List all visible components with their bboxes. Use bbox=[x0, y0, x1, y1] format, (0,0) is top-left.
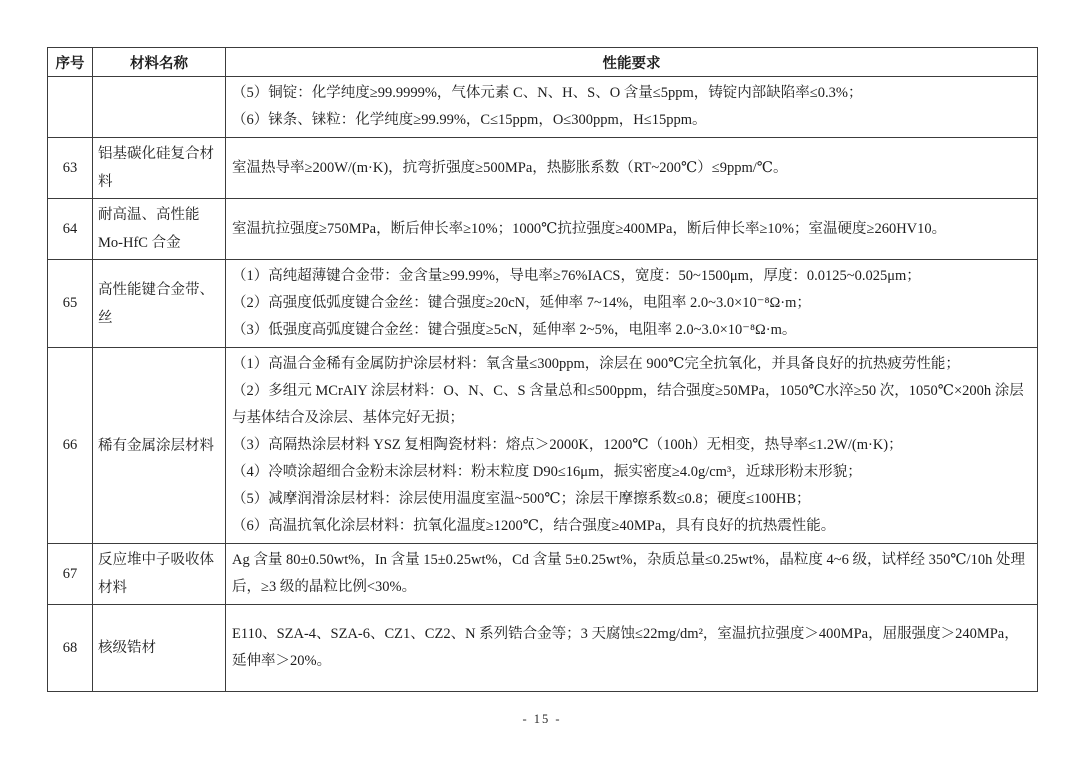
requirement-line: （5）铜锭：化学纯度≥99.9999%，气体元素 C、N、H、S、O 含量≤5ppm，铸锭内部缺陷率≤0.3%； bbox=[232, 85, 863, 101]
requirements-cell bbox=[226, 138, 1038, 199]
requirement-line: （3）低强度高弧度键合金丝：键合强度≥5cN，延伸率 2~5%，电阻率 2.0~3.0×10⁻⁸Ω·m。 bbox=[232, 322, 797, 338]
table-row-68 bbox=[48, 605, 1038, 692]
requirements-cell bbox=[226, 260, 1038, 348]
row-index: 68 bbox=[48, 605, 93, 692]
row-index: 65 bbox=[48, 260, 93, 348]
requirement-line: （2）高强度低弧度键合金丝：键合强度≥20cN，延伸率 7~14%，电阻率 2.0~3.0×10⁻⁸Ω·m； bbox=[232, 295, 811, 311]
header-index: 序号 bbox=[48, 48, 93, 77]
table-row-64 bbox=[48, 199, 1038, 260]
requirement-line: E110、SZA-4、SZA-6、CZ1、CZ2、N 系列锆合金等；3 天腐蚀≤22mg/dm²，室温抗拉强度＞400MPa，屈服强度＞240MPa，延伸率＞20%。 bbox=[232, 626, 1019, 669]
material-name: 高性能键合金带、丝 bbox=[93, 260, 226, 348]
requirement-line: （4）冷喷涂超细合金粉末涂层材料：粉末粒度 D90≤16μm，振实密度≥4.0g/cm³，近球形粉末形貌； bbox=[232, 464, 862, 480]
table-row-63 bbox=[48, 138, 1038, 199]
material-name: 耐高温、高性能 Mo-HfC 合金 bbox=[93, 199, 226, 260]
table-header-row bbox=[48, 48, 1038, 77]
table-row-67 bbox=[48, 544, 1038, 605]
materials-spec-table bbox=[47, 47, 1038, 692]
table-row-continuation bbox=[48, 77, 1038, 138]
requirement-line: （2）多组元 MCrAlY 涂层材料：O、N、C、S 含量总和≤500ppm，结合强度≥50MPa，1050℃水淬≥50 次，1050℃×200h 涂层与基体结合及涂层、基体完好无损； bbox=[232, 383, 1024, 426]
requirement-line: 室温热导率≥200W/(m·K)，抗弯折强度≥500MPa，热膨胀系数（RT~200℃）≤9ppm/℃。 bbox=[232, 159, 788, 176]
material-name: 稀有金属涂层材料 bbox=[93, 348, 226, 544]
requirement-line: 室温抗拉强度≥750MPa，断后伸长率≥10%；1000℃抗拉强度≥400MPa，断后伸长率≥10%；室温硬度≥260HV10。 bbox=[232, 220, 947, 237]
row-index: 66 bbox=[48, 348, 93, 544]
row-index: 67 bbox=[48, 544, 93, 605]
requirement-line: （1）高纯超薄键合金带：金含量≥99.99%，导电率≥76%IACS，宽度：50~1500μm，厚度：0.0125~0.025μm； bbox=[232, 268, 921, 284]
header-material-name: 材料名称 bbox=[93, 48, 226, 77]
requirement-line: （6）高温抗氧化涂层材料：抗氧化温度≥1200℃，结合强度≥40MPa，具有良好的抗热震性能。 bbox=[232, 518, 836, 534]
material-name: 核级锆材 bbox=[93, 605, 226, 692]
table-row-65 bbox=[48, 260, 1038, 348]
requirements-cell bbox=[226, 605, 1038, 692]
material-name bbox=[93, 77, 226, 138]
requirement-line: （3）高隔热涂层材料 YSZ 复相陶瓷材料：熔点＞2000K，1200℃（100h）无相变，热导率≤1.2W/(m·K)； bbox=[232, 437, 903, 453]
row-index: 64 bbox=[48, 199, 93, 260]
row-index bbox=[48, 77, 93, 138]
material-name: 反应堆中子吸收体材料 bbox=[93, 544, 226, 605]
requirement-line: （5）减摩润滑涂层材料：涂层使用温度室温~500℃；涂层干摩擦系数≤0.8；硬度≤100HB； bbox=[232, 491, 811, 507]
header-requirements: 性能要求 bbox=[226, 48, 1038, 77]
page-number: - 15 - bbox=[522, 712, 562, 726]
table-row-66 bbox=[48, 348, 1038, 544]
requirements-cell bbox=[226, 199, 1038, 260]
requirements-cell bbox=[226, 348, 1038, 544]
material-name: 铝基碳化硅复合材料 bbox=[93, 138, 226, 199]
requirements-cell bbox=[226, 77, 1038, 138]
requirement-line: Ag 含量 80±0.50wt%，In 含量 15±0.25wt%，Cd 含量 5±0.25wt%，杂质总量≤0.25wt%，晶粒度 4~6 级，试样经 350℃/10h 处理后，≥3 级的晶粒比例<30%。 bbox=[232, 552, 1025, 595]
requirements-cell bbox=[226, 544, 1038, 605]
requirement-line: （1）高温合金稀有金属防护涂层材料：氧含量≤300ppm，涂层在 900℃完全抗氧化，并具备良好的抗热疲劳性能； bbox=[232, 356, 960, 372]
requirement-line: （6）铼条、铼粒：化学纯度≥99.99%，C≤15ppm，O≤300ppm，H≤15ppm。 bbox=[232, 112, 707, 128]
row-index: 63 bbox=[48, 138, 93, 199]
